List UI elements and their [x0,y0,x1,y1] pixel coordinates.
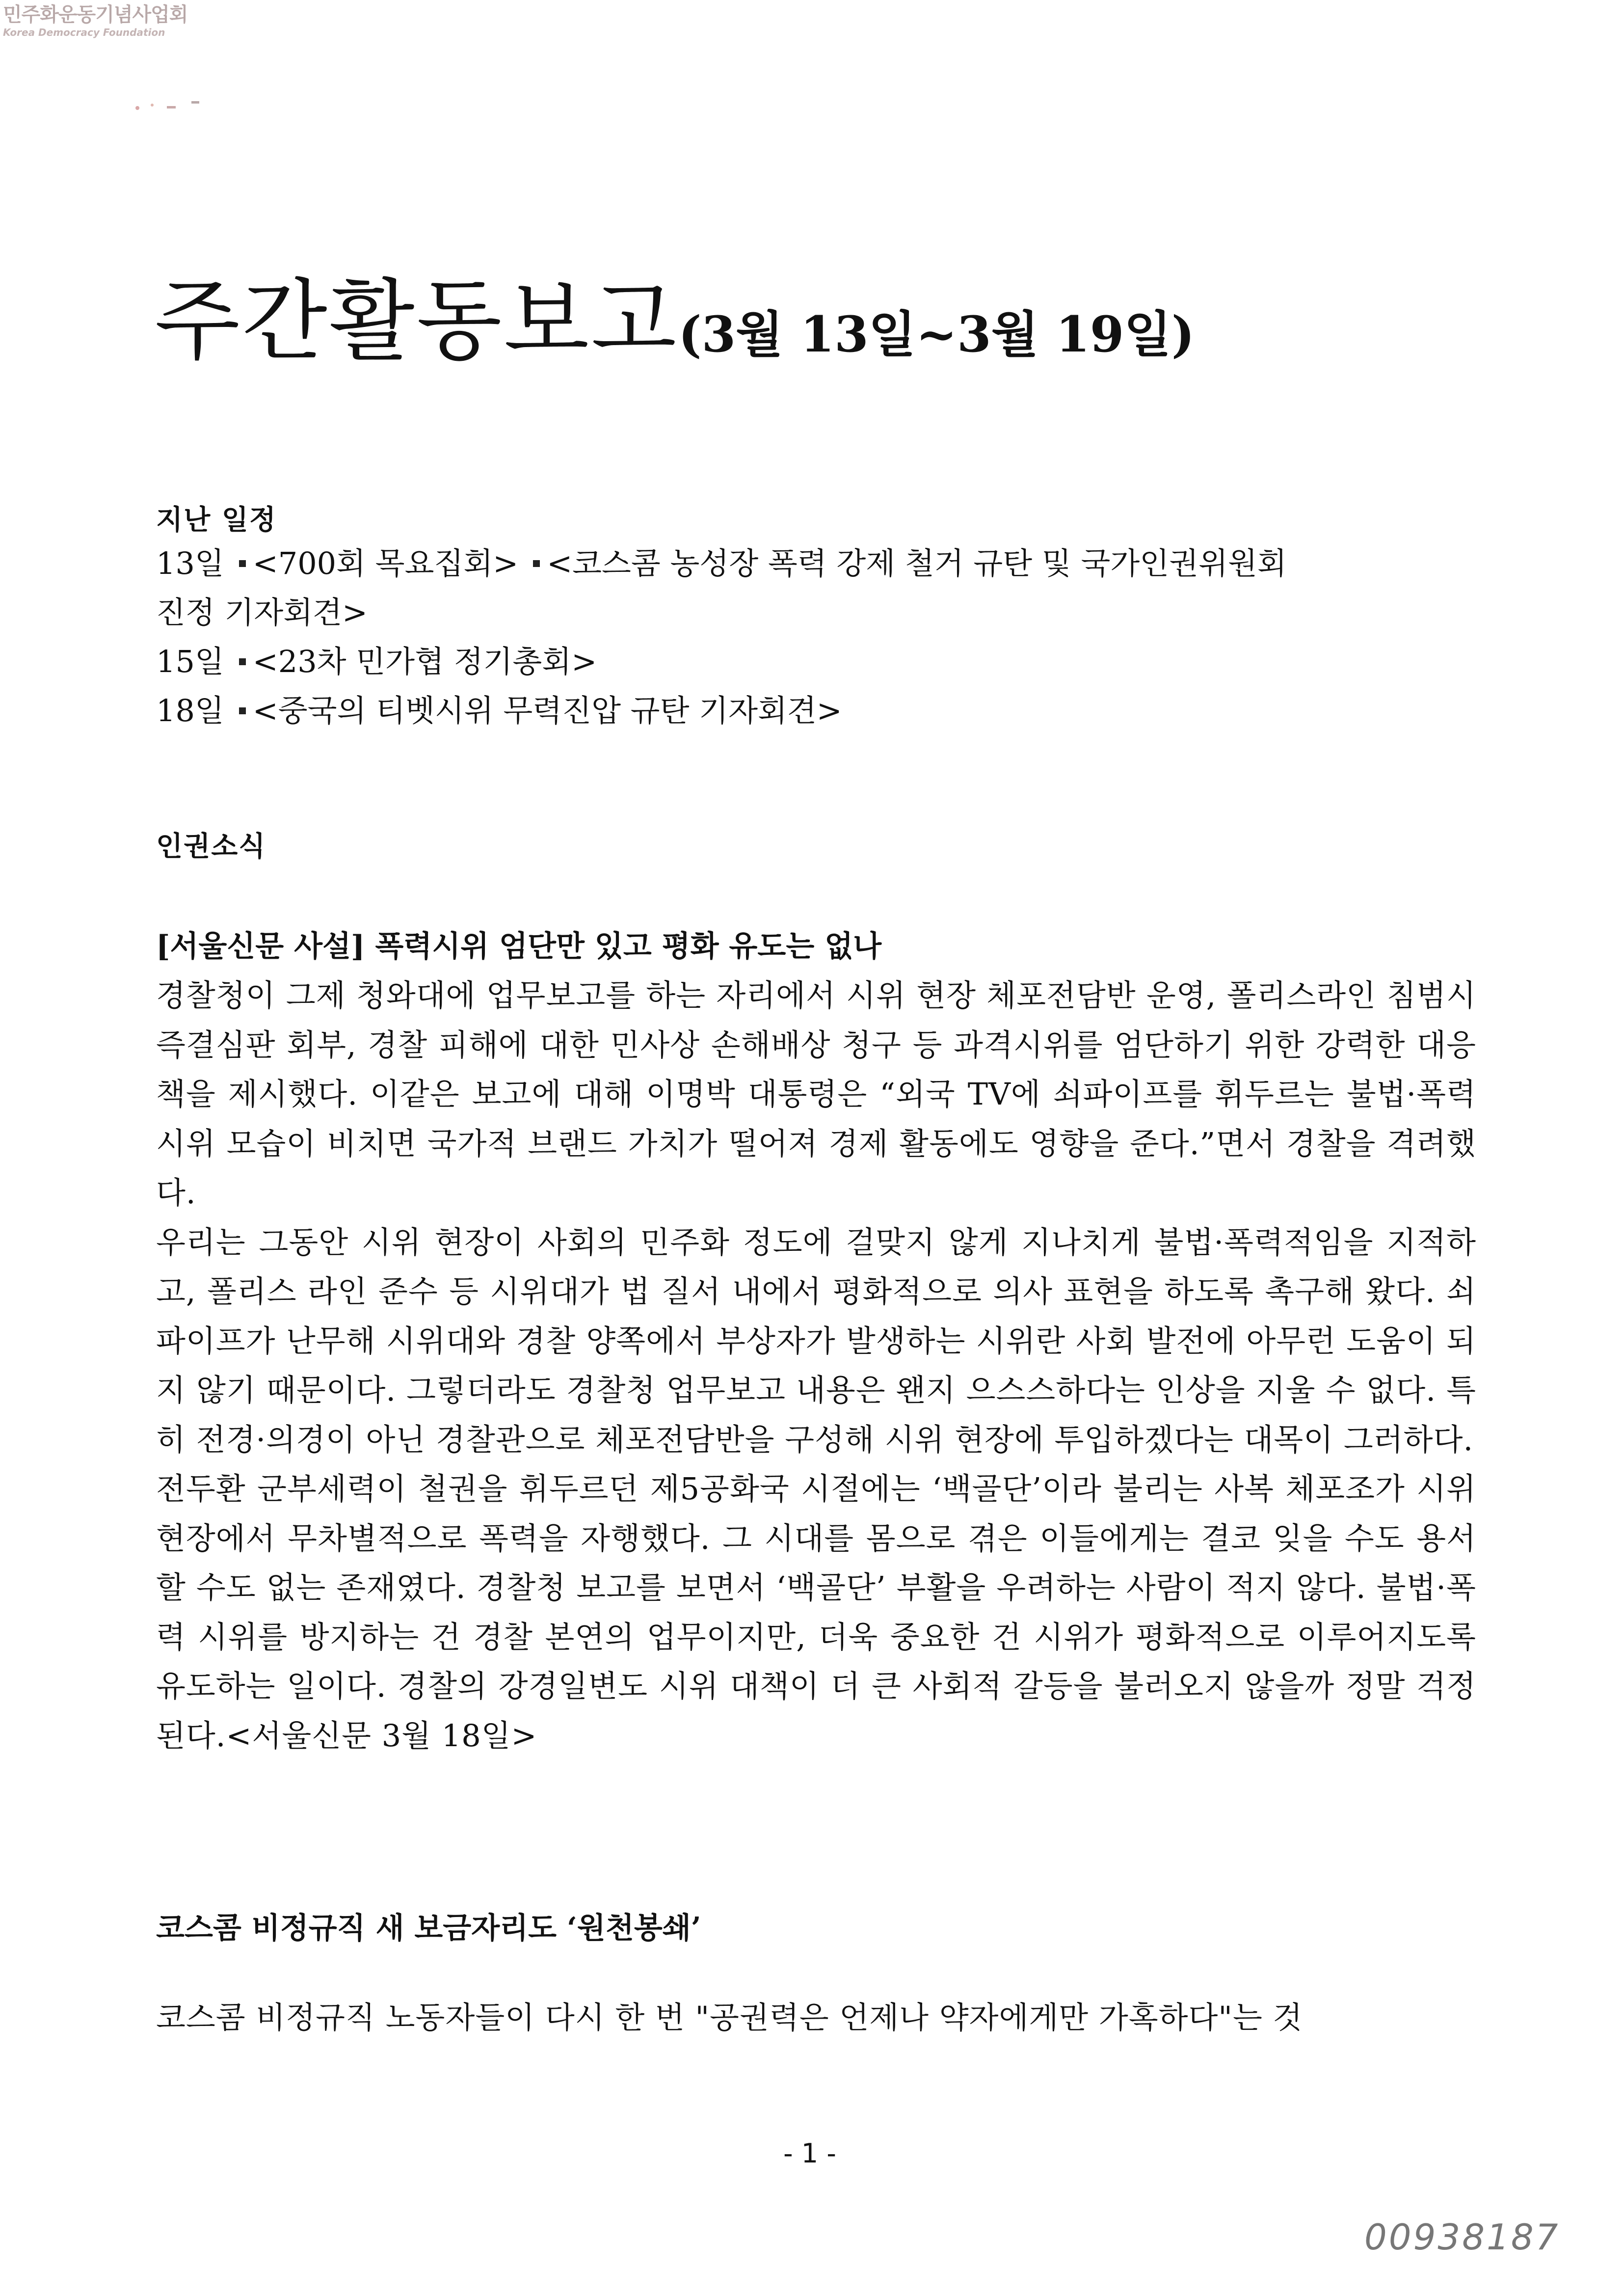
schedule-heading: 지난 일정 [156,504,277,536]
page-number: - 1 - [783,2138,836,2169]
bullet-icon [239,707,246,714]
foundation-watermark [3,3,209,38]
article-first-line: 코스콤 비정규직 노동자들이 다시 한 번 "공권력은 언제나 약자에게만 가혹하다"는 것 [156,1999,1303,2035]
article-title: 코스콤 비정규직 새 보금자리도 ‘원천봉쇄’ [156,1911,701,1945]
schedule-line [156,588,1476,637]
schedule-line [156,539,1476,588]
schedule-item: <23차 민가협 정기총회> [252,644,597,679]
article-title: [서울신문 사설] 폭력시위 엄단만 있고 평화 유도는 없나 [156,929,882,964]
bullet-icon [239,560,246,567]
archive-id-handwritten: 00938187 [1364,2216,1560,2258]
watermark-korean: 민주화운동기념사업회 [3,3,188,26]
news-heading: 인권소식 [156,831,266,863]
title-main: 주간활동보고 [155,270,679,373]
article-body [156,971,1476,1760]
schedule-item: <코스콤 농성장 폭력 강제 철거 규탄 및 국가인권위원회 [547,545,1287,581]
schedule-item: <중국의 티벳시위 무력진압 규탄 기자회견> [252,693,842,729]
article-paragraph: 우리는 그동안 시위 현장이 사회의 민주화 정도에 걸맞지 않게 지나치게 불법·폭력적임을 지적하고, 폴리스 라인 준수 등 시위대가 법 질서 내에서 평화적으로 의사 표현을 하도록 촉구해 왔다. 쇠파이프가 난무해 시위대와 경찰 양쪽에서 부상자가 발생하는 시위란 사회 발전에 아무런 도움이 되지 않기 때문이다. 그렇더라도 경찰청 업무보고 내용은 왠지 으스스하다는 인상을 지울 수 없다. 특히 전경·의경이 아닌 경찰관으로 체포전담반을 구성해 시위 현장에 투입하겠다는 대목이 그러하다. [156,1224,1476,1458]
bullet-icon [239,658,246,665]
schedule-day: 18일 [156,693,224,729]
schedule-day: 15일 [156,644,224,679]
schedule-day: 13일 [156,545,224,581]
article-paragraph: 전두환 군부세력이 철권을 휘두르던 제5공화국 시절에는 ‘백골단’이라 불리는 사복 체포조가 시위 현장에서 무차별적으로 폭력을 자행했다. 그 시대를 몸으로 겪은 이들에게는 결코 잊을 수도 용서할 수도 없는 존재였다. 경찰청 보고를 보면서 ‘백골단’ 부활을 우려하는 사람이 적지 않다. 불법·폭력 시위를 방지하는 건 경찰 본연의 업무이지만, 더욱 중요한 건 시위가 평화적으로 이루어지도록 유도하는 일이다. 경찰의 강경일변도 시위 대책이 더 큰 사회적 갈등을 불러오지 않을까 정말 걱정된다.<서울신문 3월 18일> [156,1471,1476,1754]
scan-specks [133,98,240,113]
title-date-range: (3월 13일~3월 19일) [678,305,1195,363]
schedule-line [156,686,1476,735]
watermark-english: Korea Democracy Foundation [3,27,165,38]
schedule-line [156,637,1476,686]
article-paragraph: 경찰청이 그제 청와대에 업무보고를 하는 자리에서 시위 현장 체포전담반 운영, 폴리스라인 침범시 즉결심판 회부, 경찰 피해에 대한 민사상 손해배상 청구 등 과격시위를 엄단하기 위한 강력한 대응책을 제시했다. 이같은 보고에 대해 이명박 대통령은 “외국 TV에 쇠파이프를 휘두르는 불법·폭력 시위 모습이 비치면 국가적 브랜드 가치가 떨어져 경제 활동에도 영향을 준다.”면서 경찰을 격려했다. [156,977,1476,1211]
schedule-item: <700회 목요집회> [252,545,519,581]
bullet-icon [533,560,540,567]
page-title [155,272,1480,398]
schedule-item: 진정 기자회견> [156,594,368,630]
